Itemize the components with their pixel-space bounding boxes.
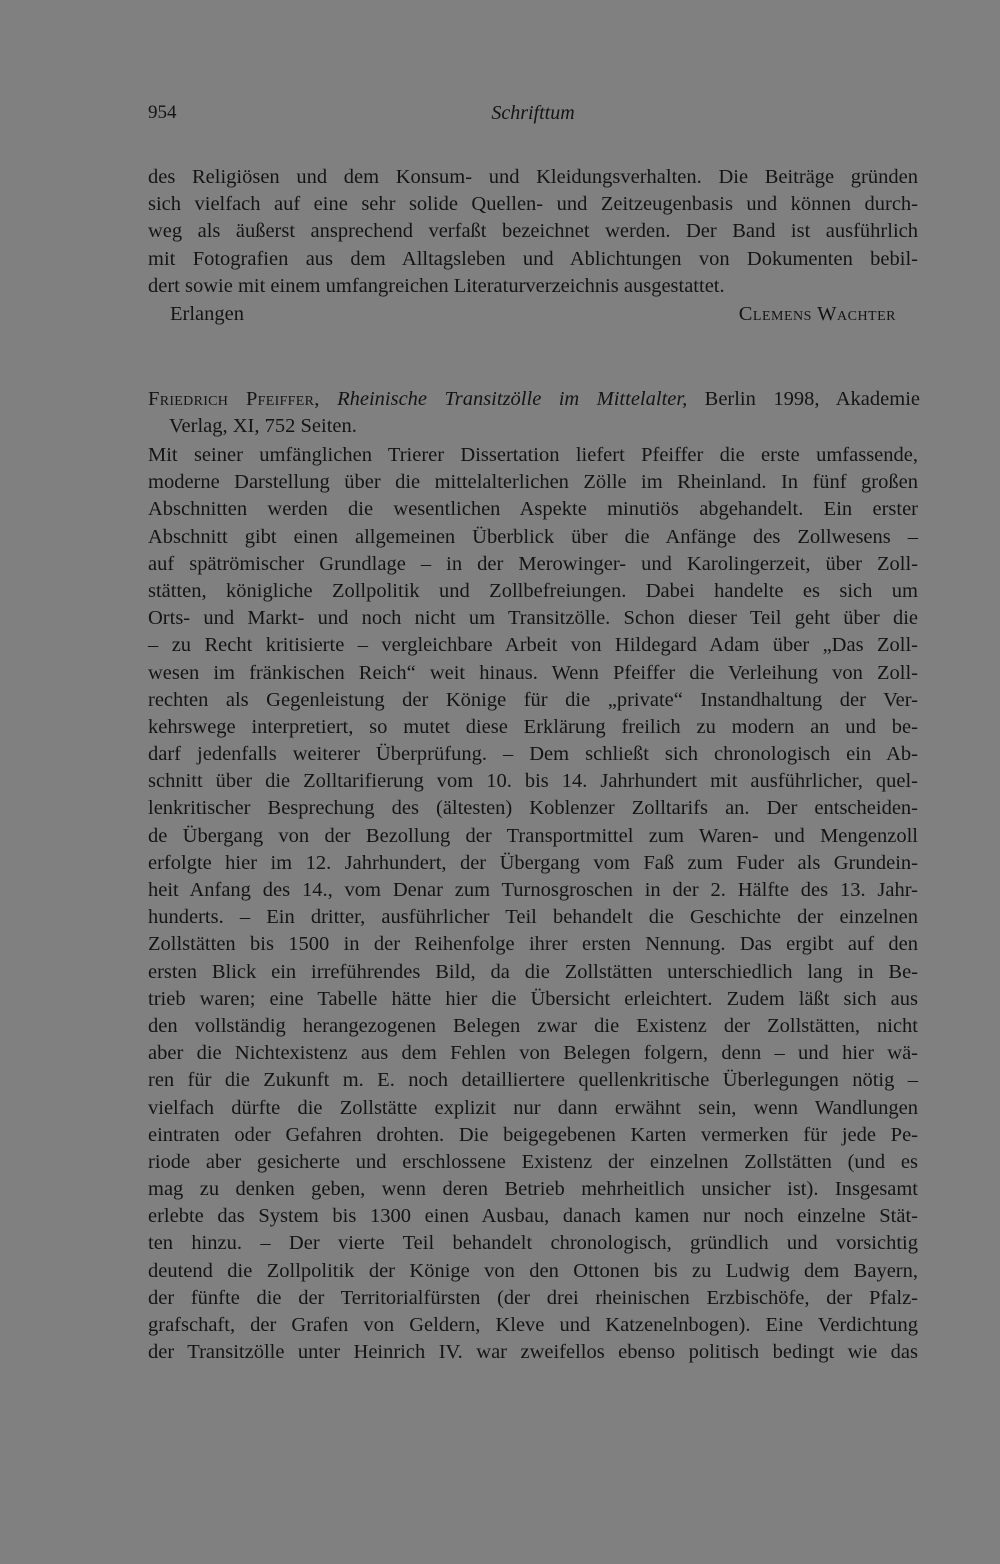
text-line: Abschnitten werden die wesentlichen Aspekte minutiös abgehandelt. Ein erster — [148, 498, 918, 521]
citation-line — [148, 386, 920, 413]
text-line: wesen im fränkischen Reich“ weit hinaus. Wenn Pfeiffer die Verleihung von Zoll- — [148, 661, 918, 684]
text-line: rechten als Gegenleistung der Könige für die „private“ Instandhaltung der Ver- — [148, 688, 918, 711]
text-line: eintraten oder Gefahren drohten. Die beigegebenen Karten vermerken für jede Pe- — [148, 1123, 918, 1146]
text-line: erlebte das System bis 1300 einen Ausbau, danach kamen nur noch einzelne Stät- — [148, 1205, 918, 1228]
book-title: Rheinische Transitzölle im Mittelalter, — [337, 388, 688, 410]
text-line: schnitt über die Zolltarifierung vom 10. bis 14. Jahrhundert mit ausführlicher, quel- — [148, 770, 918, 793]
text-line: moderne Darstellung über die mittelalterlichen Zölle im Rheinland. In fünf großen — [148, 471, 918, 494]
review-signature — [148, 303, 918, 331]
text-line: dert sowie mit einem umfangreichen Literaturverzeichnis ausgestattet. — [148, 274, 725, 297]
review-body — [148, 442, 918, 1366]
text-line: Mit seiner umfänglichen Trierer Dissertation liefert Pfeiffer die erste umfassende, — [148, 444, 918, 466]
text-line: ten hinzu. – Der vierte Teil behandelt chronologisch, gründlich und vorsichtig — [148, 1232, 918, 1255]
text-line: grafschaft, der Grafen von Geldern, Kleve und Katzenelnbogen). Eine Verdichtung — [148, 1314, 918, 1336]
text-line: – zu Recht kritisierte – vergleichbare Arbeit von Hildegard Adam über „Das Zoll- — [148, 634, 918, 657]
text-line: Orts- und Markt- und noch nicht um Transitzölle. Schon dieser Teil geht über die — [148, 607, 918, 630]
text-line: Zollstätten bis 1500 in der Reihenfolge ihrer ersten Nennung. Das ergibt auf den — [148, 933, 918, 956]
text-line: kehrswege interpretiert, so mutet diese Erklärung freilich zu modern an und be- — [148, 715, 918, 738]
text-line: deutend die Zollpolitik der Könige von den Ottonen bis zu Ludwig dem Bayern, — [148, 1259, 918, 1282]
page-number: 954 — [148, 102, 177, 123]
book-author: Friedrich Pfeiffer, — [148, 388, 320, 410]
publication-info: Berlin 1998, Akademie — [704, 388, 920, 410]
running-head: Schrifttum — [491, 102, 575, 124]
text-line: des Religiösen und dem Konsum- und Kleidungsverhalten. Die Beiträge gründen — [148, 166, 918, 188]
text-line: auf spätrömischer Grundlage – in der Merowinger- und Karolingerzeit, über Zoll- — [148, 552, 918, 575]
book-citation — [148, 386, 920, 440]
text-line: sich vielfach auf eine sehr solide Quellen- und Zeitzeugenbasis und können durch- — [148, 193, 918, 216]
text-line: vielfach dürfte die Zollstätte explizit nur dann erwähnt sein, wenn Wandlungen — [148, 1096, 918, 1119]
text-line: trieb waren; eine Tabelle hätte hier die Übersicht erleichtert. Zudem läßt sich aus — [148, 987, 918, 1010]
text-line: Abschnitt gibt einen allgemeinen Überblick über die Anfänge des Zollwesens – — [148, 525, 918, 548]
previous-review-ending — [148, 164, 918, 300]
reviewer-name: Clemens Wachter — [738, 303, 896, 325]
text-line: mag zu denken geben, wenn deren Betrieb mehrheitlich unsicher ist). Insgesamt — [148, 1178, 918, 1201]
reviewer-place: Erlangen — [170, 303, 244, 325]
text-line: heit Anfang des 14., vom Denar zum Turnosgroschen in der 2. Hälfte des 13. Jahr- — [148, 879, 918, 901]
text-line: ersten Blick ein irreführendes Bild, da die Zollstätten unterschiedlich lang in Be- — [148, 960, 918, 983]
text-line: de Übergang von der Bezollung der Transportmittel zum Waren- und Mengenzoll — [148, 824, 918, 847]
text-line: der Transitzölle unter Heinrich IV. war zweifellos ebenso politisch bedingt wie das — [148, 1341, 918, 1364]
text-line: darf jedenfalls weiterer Überprüfung. – Dem schließt sich chronologisch ein Ab- — [148, 743, 918, 766]
text-line: weg als äußerst ansprechend verfaßt bezeichnet werden. Der Band ist ausführlich — [148, 220, 918, 243]
publication-info-continued: Verlag, XI, 752 Seiten. — [169, 415, 357, 438]
page-header — [148, 102, 918, 132]
text-line: erfolgte hier im 12. Jahrhundert, der Übergang vom Faß zum Fuder als Grundein- — [148, 851, 918, 874]
text-line: der fünfte die der Territorialfürsten (der drei rheinischen Erzbischöfe, der Pfalz- — [148, 1286, 918, 1309]
text-line: mit Fotografien aus dem Alltagsleben und Ablichtungen von Dokumenten bebil- — [148, 247, 918, 270]
text-line: hunderts. – Ein dritter, ausführlicher Teil behandelt die Geschichte der einzelnen — [148, 906, 918, 929]
text-line: aber die Nichtexistenz aus dem Fehlen von Belegen folgern, denn – und hier wä- — [148, 1042, 918, 1065]
text-line: lenkritischer Besprechung des (ältesten) Koblenzer Zolltarifs an. Der entscheiden- — [148, 797, 918, 820]
text-line: riode aber gesicherte und erschlossene Existenz der einzelnen Zollstätten (und es — [148, 1150, 918, 1173]
text-line: ren für die Zukunft m. E. noch detailliertere quellenkritische Überlegungen nötig – — [148, 1069, 918, 1092]
text-line: den vollständig herangezogenen Belegen zwar die Existenz der Zollstätten, nicht — [148, 1014, 918, 1037]
text-line: stätten, königliche Zollpolitik und Zollbefreiungen. Dabei handelte es sich um — [148, 579, 918, 602]
